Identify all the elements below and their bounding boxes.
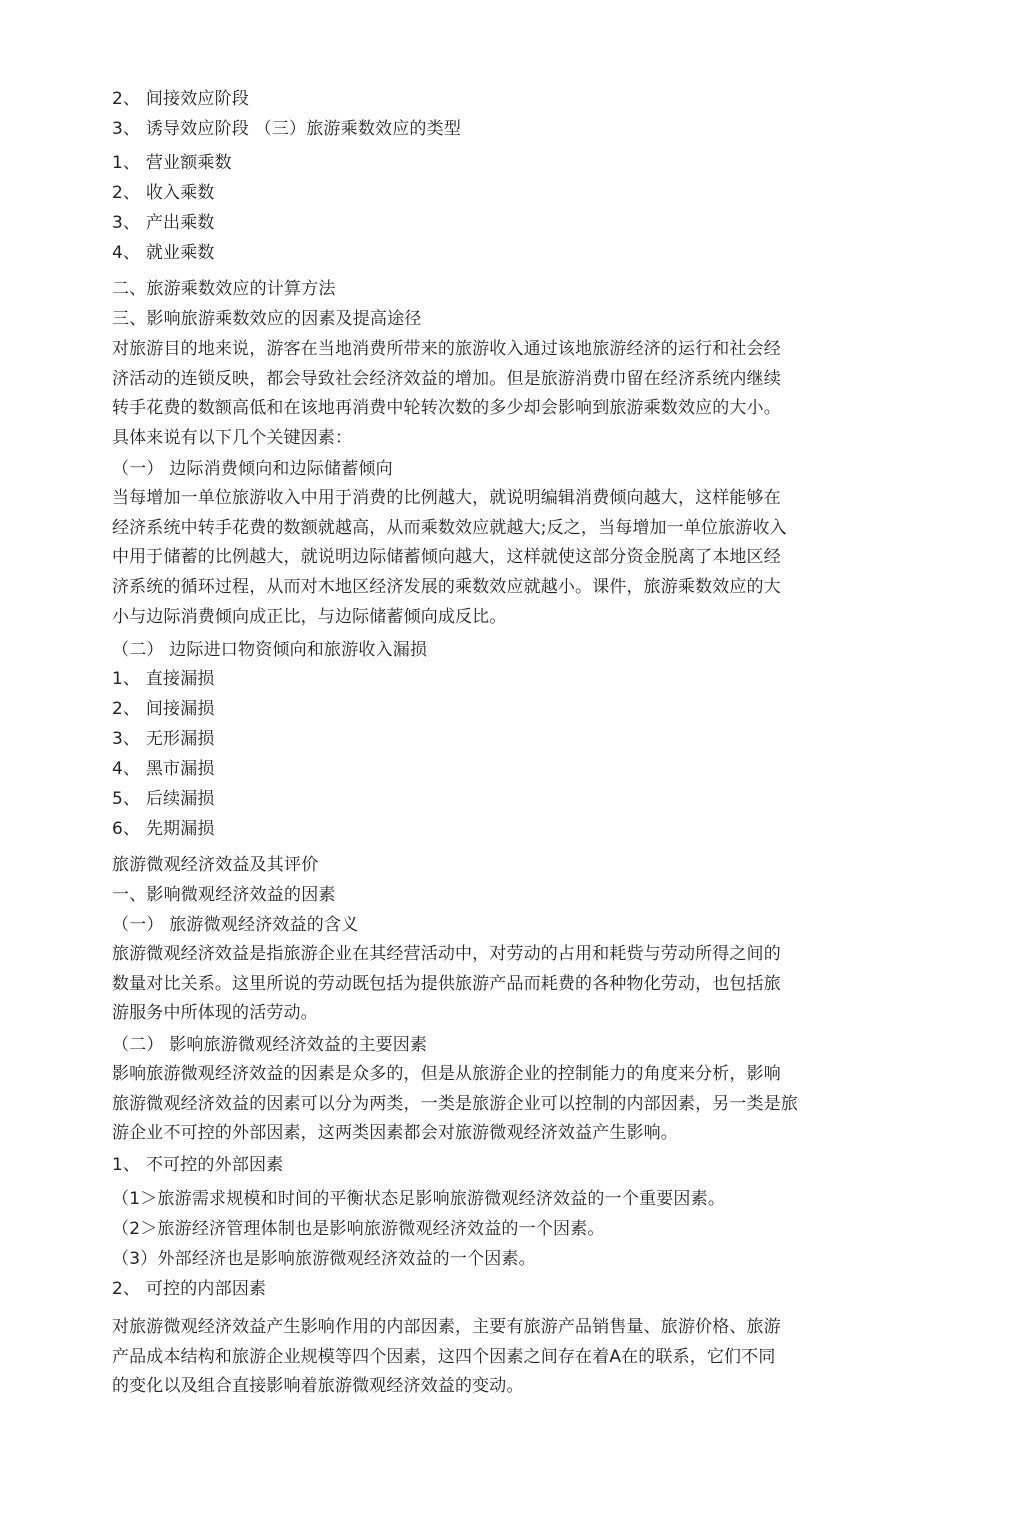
paragraph-line: 小与边际消费倾向成正比，与边际储蓄倾向成反比。 [112, 606, 507, 627]
paragraph-line: 对旅游目的地来说，游客在当地消费所带来的旅游收入通过该地旅游经济的运行和社会经 [112, 339, 781, 359]
paragraph [112, 484, 892, 633]
paragraph-line: 当每增加一单位旅游收入中用于消费的比例越大，就说明编辑消费倾向越大，这样能够在 [112, 488, 781, 508]
list-item: 2、 可控的内部因素 [112, 1279, 267, 1299]
paragraph [112, 1060, 892, 1149]
list-item: 2、 间接漏损 [112, 699, 215, 719]
list-item: 6、 先期漏损 [112, 819, 215, 839]
paragraph-line: 游服务中所体现的活劳动。 [112, 1003, 318, 1024]
paragraph-line: 中用于储蓄的比例越大，就说明边际储蓄倾向越大，这样就使这部分资金脱离了本地区经 [112, 547, 781, 568]
paragraph-line: 对旅游微观经济效益产生影响作用的内部因素，主要有旅游产品销售量、旅游价格、旅游 [112, 1317, 781, 1337]
paragraph-line: 经济系统中转手花费的数额就越高，从而乘数效应就越大;反之，当每增加一单位旅游收入 [112, 517, 787, 538]
paragraph-line: 具体来说有以下几个关键因素： [112, 428, 353, 449]
paragraph [112, 1313, 892, 1402]
paragraph-line: 数量对比关系。这里所说的劳动既包括为提供旅游产品而耗费的各种物化劳动，也包括旅 [112, 973, 781, 994]
list-item: 4、 黑市漏损 [112, 759, 215, 779]
paragraph-line: 转手花费的数额高低和在该地再消费中轮转次数的多少却会影响到旅游乘数效应的大小。 [112, 398, 781, 419]
text-line: 3、 诱导效应阶段 （三）旅游乘数效应的类型 [112, 119, 462, 139]
paragraph [112, 940, 892, 1029]
paragraph-line: 的变化以及组合直接影响着旅游微观经济效益的变动。 [112, 1376, 524, 1397]
paragraph-line: 产品成本结构和旅游企业规模等四个因素，这四个因素之间存在着A在的联系，它们不同 [112, 1346, 776, 1367]
section-heading: 一、影响微观经济效益的因素 [112, 885, 336, 905]
list-item: 1、 营业额乘数 [112, 153, 232, 173]
list-item: （2＞旅游经济管理体制也是影响旅游微观经济效益的一个因素。 [112, 1219, 605, 1239]
list-item: （1＞旅游需求规模和时间的平衡状态足影响旅游微观经济效益的一个重要因素。 [112, 1189, 726, 1209]
paragraph-line: 济系统的循环过程，从而对木地区经济发展的乘数效应就越小。课件，旅游乘数效应的大 [112, 577, 781, 598]
text-line: 2、 间接效应阶段 [112, 89, 250, 109]
list-item: （3）外部经济也是影响旅游微观经济效益的一个因素。 [112, 1249, 536, 1269]
paragraph-line: 影响旅游微观经济效益的因素是众多的，但是从旅游企业的控制能力的角度来分析，影响 [112, 1064, 781, 1084]
paragraph [112, 335, 892, 454]
subsection-heading: （一） 边际消费倾向和边际储蓄倾向 [112, 459, 393, 479]
list-item: 3、 产出乘数 [112, 213, 215, 233]
list-item: 4、 就业乘数 [112, 243, 215, 263]
subsection-heading: （二） 边际进口物资倾向和旅游收入漏损 [112, 640, 428, 660]
section-heading: 三、影响旅游乘数效应的因素及提高途径 [112, 309, 422, 329]
paragraph-line: 旅游微观经济效益是指旅游企业在其经营活动中，对劳动的占用和耗赀与劳动所得之间的 [112, 944, 781, 964]
paragraph-line: 游企业不可控的外部因素，这两类因素都会对旅游微观经济效益产生影响。 [112, 1123, 678, 1144]
list-item: 2、 收入乘数 [112, 183, 215, 203]
subsection-heading: （一） 旅游微观经济效益的含义 [112, 915, 359, 935]
subsection-heading: （二） 影响旅游微观经济效益的主要因素 [112, 1035, 428, 1055]
section-title: 旅游微观经济效益及其评价 [112, 855, 319, 875]
section-heading: 二、旅游乘数效应的计算方法 [112, 279, 336, 299]
list-item: 1、 直接漏损 [112, 669, 215, 689]
list-item: 3、 无形漏损 [112, 729, 215, 749]
list-item: 1、 不可控的外部因素 [112, 1155, 284, 1175]
paragraph-line: 旅游微观经济效益的因素可以分为两类，一类是旅游企业可以控制的内部因素，另一类是旅 [112, 1093, 798, 1114]
paragraph-line: 济活动的连锁反映，都会导致社会经济效益的增加。但是旅游消费巾留在经济系统内继续 [112, 368, 781, 389]
list-item: 5、 后续漏损 [112, 789, 215, 809]
